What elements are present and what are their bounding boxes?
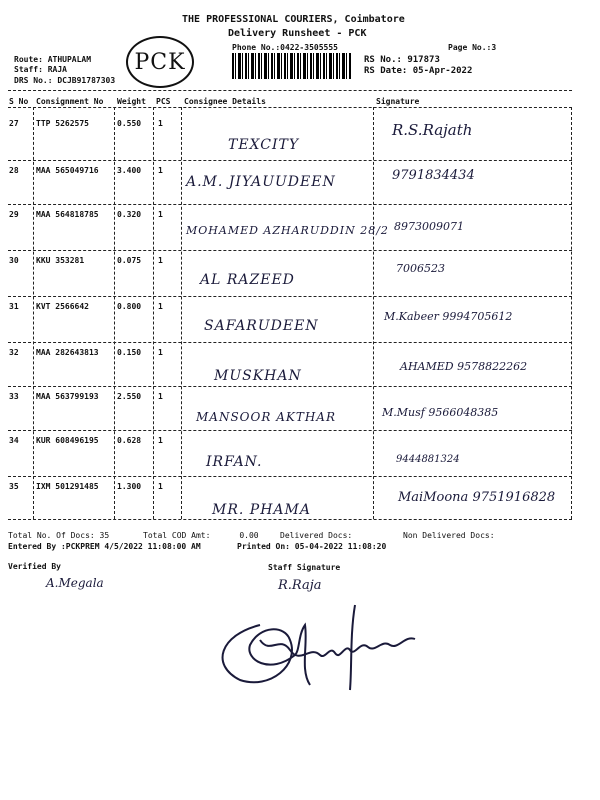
row-signature: 8973009071 (394, 220, 464, 233)
row-sno: 30 (9, 256, 19, 265)
row-weight: 0.320 (117, 210, 142, 219)
row-weight: 0.550 (117, 119, 142, 128)
route: Route: ATHUPALAM (14, 55, 92, 64)
row-signature: M.Kabeer 9994705612 (384, 310, 513, 323)
row-weight: 0.800 (117, 302, 142, 311)
row-consignment: KUR 608496195 (36, 436, 99, 445)
row-pcs: 1 (158, 348, 163, 357)
row-consignee: MUSKHAN (214, 368, 302, 384)
table-row (0, 113, 600, 159)
row-signature: AHAMED 9578822262 (400, 360, 528, 373)
row-consignee: MANSOOR AKTHAR (196, 410, 336, 424)
staff-signature: R.Raja (278, 578, 322, 593)
row-pcs: 1 (158, 302, 163, 311)
col-weight: Weight (117, 97, 146, 106)
table-row (0, 250, 600, 292)
table-row (0, 296, 600, 338)
delivered-docs: Delivered Docs: (280, 531, 353, 540)
row-pcs: 1 (158, 436, 163, 445)
row-consignee: MOHAMED AZHARUDDIN 28/2 (186, 224, 389, 237)
row-consignee: SAFARUDEEN (204, 318, 319, 334)
row-signature: 9791834434 (392, 168, 475, 183)
row-consignment: MAA 563799193 (36, 392, 99, 401)
printed-on: Printed On: 05-04-2022 11:08:20 (237, 542, 387, 551)
row-signature: M.Musf 9566048385 (382, 406, 499, 419)
row-consignee: TEXCITY (228, 137, 300, 153)
non-delivered-docs: Non Delivered Docs: (403, 531, 495, 540)
row-consignment: MAA 565049716 (36, 166, 99, 175)
col-sno: S No (9, 97, 29, 106)
row-weight: 0.150 (117, 348, 142, 357)
row-consignment: IXM 501291485 (36, 482, 99, 491)
row-sno: 27 (9, 119, 19, 128)
row-weight: 0.628 (117, 436, 142, 445)
row-signature: 7006523 (396, 262, 445, 275)
pck-logo (126, 36, 194, 88)
row-pcs: 1 (158, 482, 163, 491)
rs-date: RS Date: 05-Apr-2022 (364, 66, 473, 76)
row-consignee: IRFAN. (206, 454, 263, 470)
barcode (232, 53, 352, 79)
table-row (0, 386, 600, 428)
row-weight: 3.400 (117, 166, 142, 175)
handwritten-signature (200, 595, 430, 705)
col-consignment: Consignment No (36, 97, 104, 106)
row-weight: 0.075 (117, 256, 142, 265)
row-weight: 2.550 (117, 392, 142, 401)
table-row (0, 342, 600, 384)
staff-signature-label: Staff Signature (268, 563, 341, 572)
row-sno: 35 (9, 482, 19, 491)
entered-by: Entered By :PCKPREM 4/5/2022 11:08:00 AM (8, 542, 201, 551)
drs-number: DRS No.: DCJB91787303 (14, 76, 116, 85)
document-title: Delivery Runsheet - PCK (228, 28, 367, 39)
row-consignment: MAA 282643813 (36, 348, 99, 357)
row-pcs: 1 (158, 256, 163, 265)
row-sno: 29 (9, 210, 19, 219)
row-consignment: KVT 2566642 (36, 302, 89, 311)
total-cod: Total COD Amt: 0.00 (143, 531, 259, 540)
total-docs: Total No. Of Docs: 35 (8, 531, 110, 540)
row-pcs: 1 (158, 392, 163, 401)
rs-number: RS No.: 917873 (364, 55, 440, 65)
row-consignment: MAA 564818785 (36, 210, 99, 219)
row-consignee: MR. PHAMA (212, 502, 311, 518)
divider (8, 107, 572, 108)
row-sno: 34 (9, 436, 19, 445)
row-signature: R.S.Rajath (392, 121, 473, 139)
row-signature: MaiMoona 9751916828 (398, 490, 556, 505)
table-row (0, 160, 600, 202)
staff: Staff: RAJA (14, 65, 67, 74)
row-pcs: 1 (158, 166, 163, 175)
table-row (0, 430, 600, 472)
divider (8, 90, 572, 91)
verified-signature: A.Megala (46, 576, 104, 590)
row-consignment: KKU 353281 (36, 256, 85, 265)
row-pcs: 1 (158, 119, 163, 128)
row-consignee: AL RAZEED (200, 272, 295, 288)
verified-by-label: Verified By (8, 562, 61, 571)
company-name: THE PROFESSIONAL COURIERS, Coimbatore (182, 14, 405, 25)
row-sno: 31 (9, 302, 19, 311)
col-consignee: Consignee Details (184, 97, 266, 106)
row-sno: 33 (9, 392, 19, 401)
table-row (0, 476, 600, 518)
pck-logo-text: PCK (134, 49, 186, 75)
row-consignee: A.M. JIYAUUDEEN (186, 174, 336, 190)
col-signature: Signature (376, 97, 420, 106)
row-consignment: TTP 5262575 (36, 119, 89, 128)
row-signature: 9444881324 (396, 454, 460, 465)
row-sno: 32 (9, 348, 19, 357)
row-weight: 1.300 (117, 482, 142, 491)
col-pcs: PCS (156, 97, 171, 106)
table-row (0, 204, 600, 246)
row-pcs: 1 (158, 210, 163, 219)
phone-number: Phone No.:0422-3505555 (232, 43, 338, 52)
page-number: Page No.:3 (448, 43, 497, 52)
row-sno: 28 (9, 166, 19, 175)
divider (8, 519, 572, 520)
